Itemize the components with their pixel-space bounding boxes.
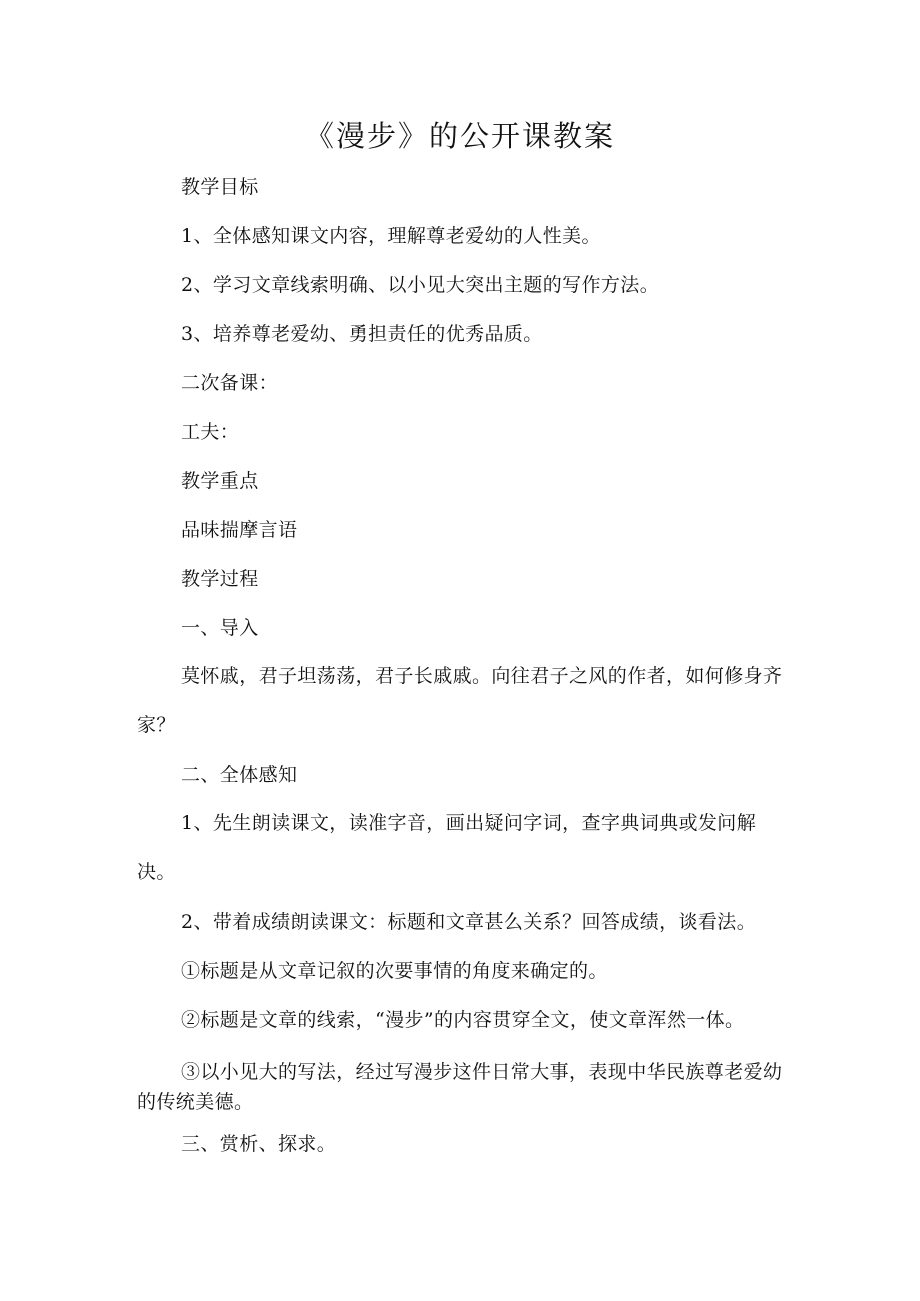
heading-introduction: 一、导入 <box>181 617 259 639</box>
line-read-with-question: 2、带着成绩朗读课文：标题和文章甚么关系？回答成绩，谈看法。 <box>181 911 757 933</box>
section-teaching-goals: 教学目标 <box>181 176 259 198</box>
line-point-2: ②标题是文章的线索，“漫步”的内容贯穿全文，使文章浑然一体。 <box>181 1009 745 1031</box>
time-label: 工夫： <box>181 421 240 443</box>
goal-item-2: 2、学习文章线索明确、以小见大突出主题的写作方法。 <box>181 274 660 296</box>
section-teaching-process: 教学过程 <box>181 568 259 590</box>
heading-appreciation: 三、赏析、探求。 <box>181 1133 337 1155</box>
heading-overall-perception: 二、全体感知 <box>181 764 298 786</box>
paragraph-point-3: ③以小见大的写法，经过写漫步这件日常大事，表现中华民族尊老爱幼的传统美德。 <box>137 1061 783 1113</box>
goal-item-3: 3、培养尊老爱幼、勇担责任的优秀品质。 <box>181 323 543 345</box>
line-point-1: ①标题是从文章记叙的次要事情的角度来确定的。 <box>181 960 608 982</box>
paragraph-read-aloud: 1、先生朗读课文，读准字音，画出疑问字词，查字典词典或发问解决。 <box>137 812 757 883</box>
document-title: 《漫步》的公开课教案 <box>304 119 615 153</box>
second-preparation-label: 二次备课： <box>181 372 279 394</box>
paragraph-introduction: 莫怀戚，君子坦荡荡，君子长戚戚。向往君子之风的作者，如何修身齐家？ <box>137 665 783 736</box>
section-key-points: 教学重点 <box>181 470 259 492</box>
goal-item-1: 1、全体感知课文内容，理解尊老爱幼的人性美。 <box>181 225 601 247</box>
key-point-text: 品味揣摩言语 <box>181 519 298 541</box>
